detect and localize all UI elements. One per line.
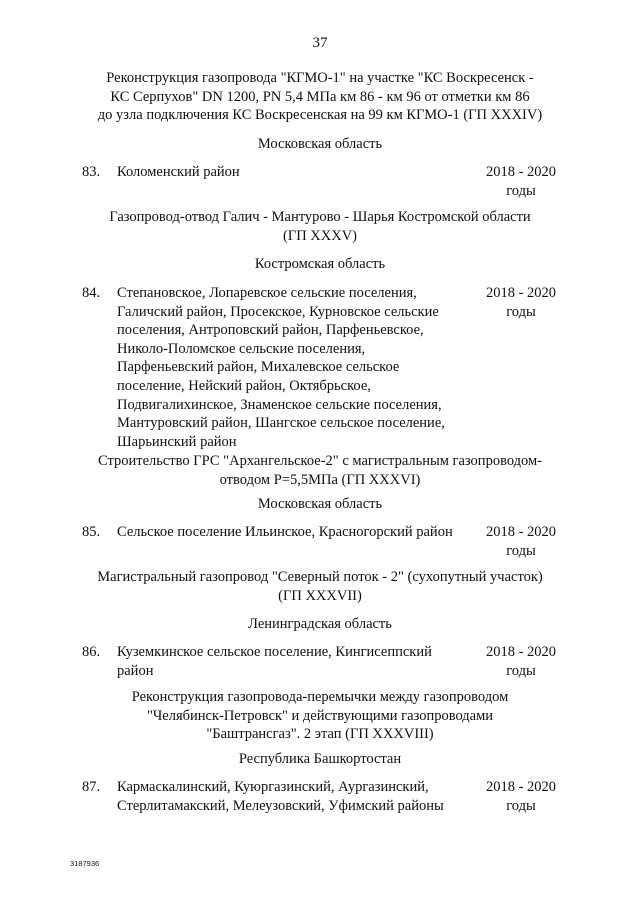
section-title: Реконструкция газопровода-перемычки между газопроводом "Челябинск-Петровск" и действующими газопроводами "Баштрансгаз". 2 этап (ГП XXXVIII)	[131, 689, 509, 743]
entry-row	[0, 523, 640, 563]
page-number: 37	[312, 35, 328, 51]
entry-period: 2018 - 2020 годы	[485, 524, 557, 559]
entry-period: 2018 - 2020 годы	[485, 164, 557, 199]
section-title: Реконструкция газопровода "КГМО-1" на участке "КС Воскресенск - КС Серпухов" DN 1200, PN 5,4 МПа км 86 - км 96 от отметки км 86 до узла подключения КС Воскресенская на 99 км КГМО-1 (ГП XXXIV)	[97, 70, 543, 124]
entry-text: Степановское, Лопаревское сельские поселения, Галичский район, Просекское, Курновское сельские поселения, Антроповский район, Парфеньевское, Николо-Поломское сельские поселения, Парфеньевский район, Михалевское сельское поселение, Нейский район, Октябрьское, Подвигалихинское, Знаменское сельские поселения, Мантуровский район, Шангское сельское поселение, Шарьинский район	[117, 285, 445, 450]
entry-number: 86.	[82, 644, 101, 660]
entry-number: 85.	[82, 524, 101, 540]
region-heading: Костромская область	[254, 256, 386, 272]
region-heading: Республика Башкортостан	[238, 751, 402, 767]
section-title: Магистральный газопровод "Северный поток - 2" (сухопутный участок) (ГП XXXVII)	[97, 569, 543, 604]
entry-number: 87.	[82, 779, 101, 795]
entry-number: 83.	[82, 164, 101, 180]
entry-text: Коломенский район	[117, 164, 240, 180]
entry-text: Сельское поселение Ильинское, Красногорский район	[117, 524, 453, 540]
entry-row	[0, 163, 640, 203]
region-heading: Московская область	[257, 496, 383, 512]
entry-text: Кармаскалинский, Куюргазинский, Аургазинский, Стерлитамакский, Мелеузовский, Уфимский районы	[117, 779, 444, 814]
entry-row	[0, 284, 640, 450]
entry-period: 2018 - 2020 годы	[485, 779, 557, 814]
region-heading: Ленинградская область	[248, 616, 392, 632]
section-title: Строительство ГРС "Архангельское-2" с магистральным газопроводом- отводом Р=5,5МПа (ГП XXXVI)	[97, 453, 543, 488]
entry-period: 2018 - 2020 годы	[485, 285, 557, 320]
region-heading: Московская область	[257, 136, 383, 152]
entry-text: Куземкинское сельское поселение, Кингисеппский район	[117, 644, 432, 679]
entry-row	[0, 778, 640, 818]
entry-period: 2018 - 2020 годы	[485, 644, 557, 679]
entry-number: 84.	[82, 285, 101, 301]
document-code: 3187936	[70, 859, 100, 868]
entry-row	[0, 643, 640, 683]
section-title: Газопровод-отвод Галич - Мантурово - Шарья Костромской области (ГП XXXV)	[109, 209, 531, 244]
